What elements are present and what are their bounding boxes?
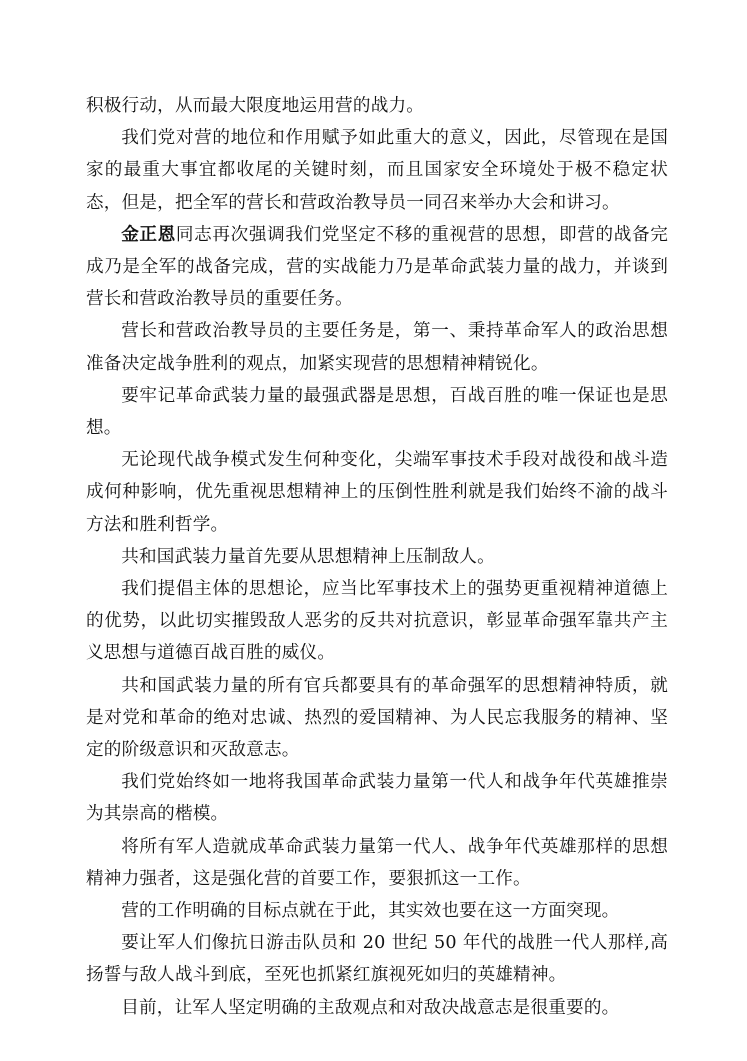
- paragraph: 营长和营政治教导员的主要任务是，第一、秉持革命军人的政治思想准备决定战争胜利的观点，加紧实现营的思想精神精锐化。: [86, 321, 668, 374]
- paragraph: 要让军人们像抗日游击队员和 20 世纪 50 年代的战胜一代人那样,高扬誓与敌人战斗到底，至死也抓紧红旗视死如归的英雄精神。: [86, 933, 668, 986]
- paragraph-with-name: [86, 219, 668, 316]
- paragraph: 我们党对营的地位和作用赋予如此重大的意义，因此，尽管现在是国家的最重大事宜都收尾的关键时刻，而且国家安全环境处于极不稳定状态，但是，把全军的营长和营政治教导员一同召来举办大会和讲习。: [86, 128, 668, 213]
- paragraph-text: 同志再次强调我们党坚定不移的重视营的思想，即营的战备完成乃是全军的战备完成，营的实战能力乃是革命武装力量的战力，并谈到营长和营政治教导员的重要任务。: [86, 224, 668, 310]
- paragraph: 我们提倡主体的思想论，应当比军事技术上的强势更重视精神道德上的优势，以此切实摧毁敌人恶劣的反共对抗意识，彰显革命强军靠共产主义思想与道德百战百胜的威仪。: [86, 579, 668, 664]
- document-body: [86, 90, 668, 1024]
- paragraph: 将所有军人造就成革命武装力量第一代人、战争年代英雄那样的思想精神力强者，这是强化营的首要工作，要狠抓这一工作。: [86, 836, 668, 889]
- paragraph: 共和国武装力量的所有官兵都要具有的革命强军的思想精神特质，就是对党和革命的绝对忠诚、热烈的爱国精神、为人民忘我服务的精神、坚定的阶级意识和灭敌意志。: [86, 675, 668, 761]
- paragraph: 营的工作明确的目标点就在于此，其实效也要在这一方面突现。: [121, 901, 620, 922]
- paragraph: 无论现代战争模式发生何种变化，尖端军事技术手段对战役和战斗造成何种影响，优先重视思想精神上的压倒性胜利就是我们始终不渝的战斗方法和胜利哲学。: [86, 450, 668, 535]
- paragraph: 目前，让军人坚定明确的主敌观点和对敌决战意志是很重要的。: [121, 997, 620, 1018]
- paragraph: 要牢记革命武装力量的最强武器是思想，百战百胜的唯一保证也是思想。: [86, 385, 668, 439]
- leader-name: 金正恩: [121, 223, 176, 245]
- paragraph: 我们党始终如一地将我国革命武装力量第一代人和战争年代英雄推崇为其崇高的楷模。: [86, 772, 668, 825]
- paragraph: 积极行动，从而最大限度地运用营的战力。: [86, 96, 425, 116]
- paragraph: 共和国武装力量首先要从思想精神上压制敌人。: [121, 546, 495, 567]
